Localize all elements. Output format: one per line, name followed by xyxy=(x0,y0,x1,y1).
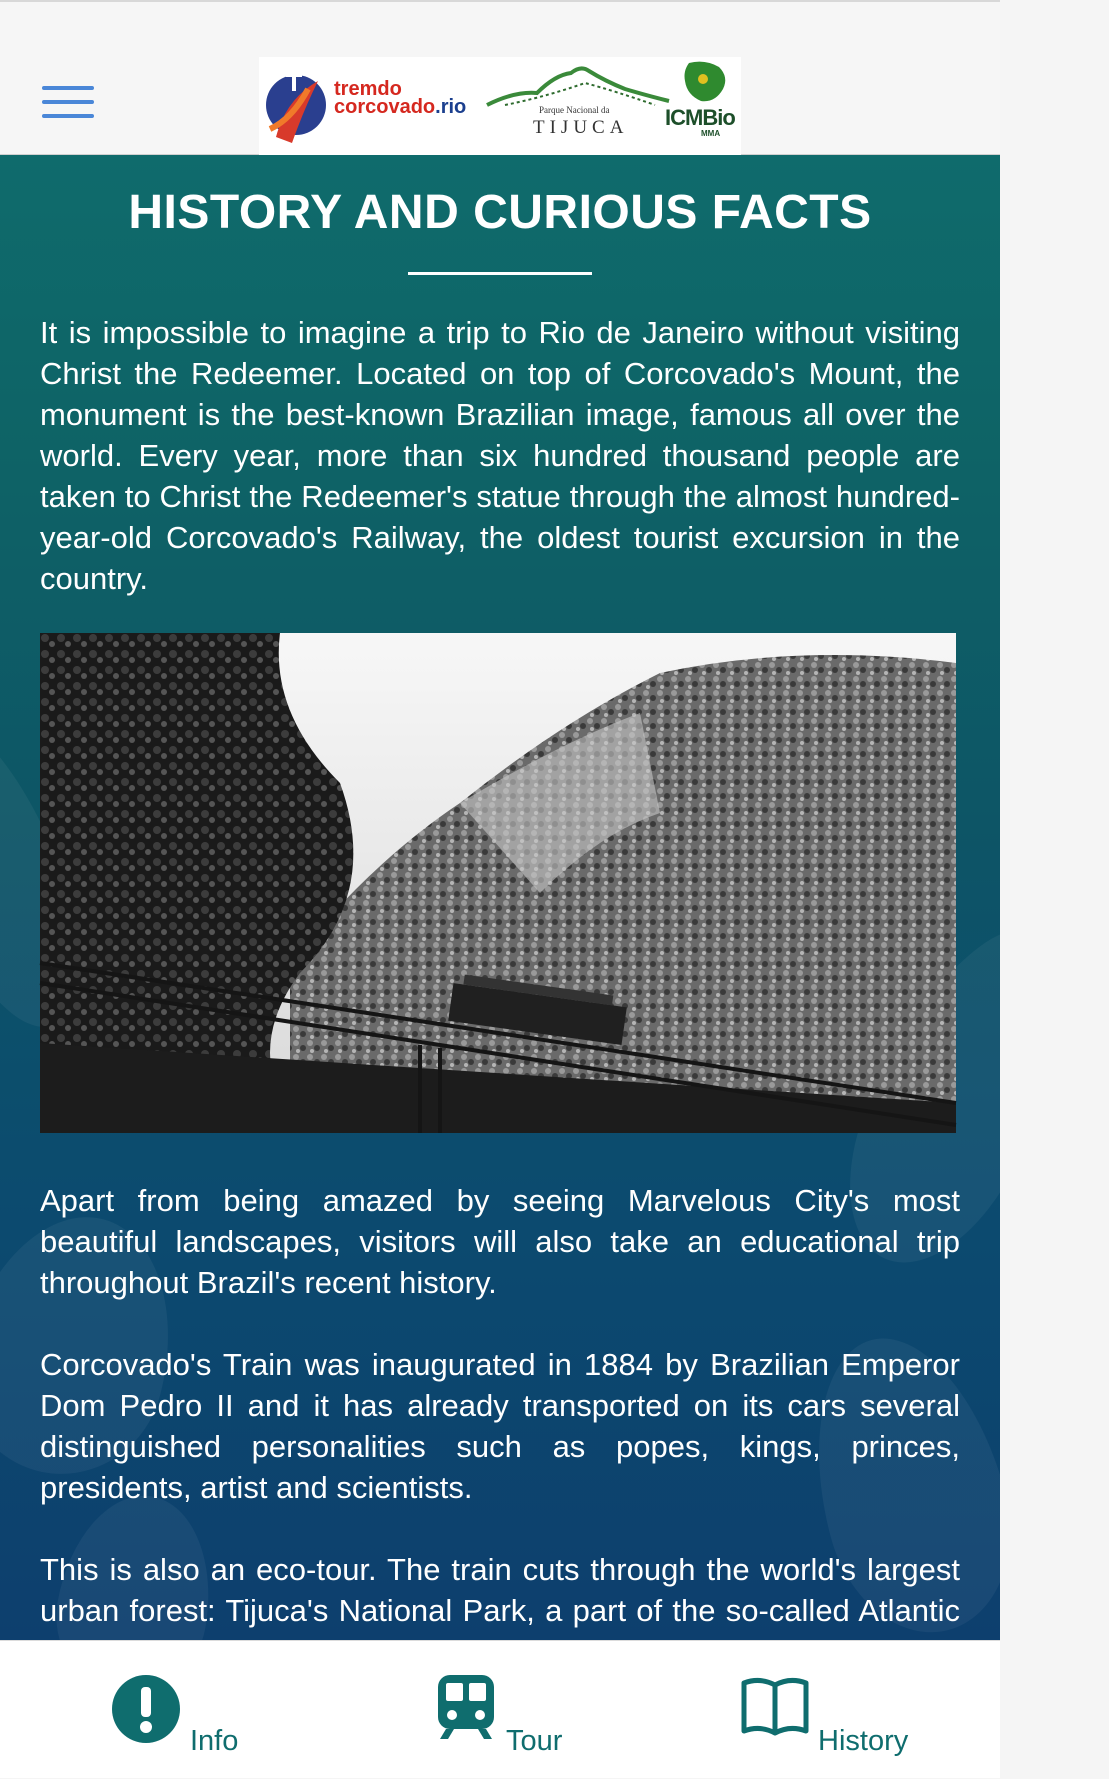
icmbio-sub-text: MMA xyxy=(701,129,721,138)
history-content[interactable] xyxy=(0,155,1000,1640)
app-header xyxy=(0,0,1000,155)
tab-info-label: Info xyxy=(190,1725,239,1757)
title-divider xyxy=(408,272,592,275)
trem-logo-line2: corcovado.rio xyxy=(334,96,467,118)
parque-small-text: Parque Nacional da xyxy=(539,105,610,115)
history-paragraph: Corcovado's Train was inaugurated in 1884 by Brazilian Emperor Dom Pedro II and it has already transported on its cars several distinguished personalities such as popes, kings, princes, presidents, artist and scientists. xyxy=(40,1347,960,1505)
train-photo-illustration xyxy=(40,633,956,1133)
history-paragraph: Apart from being amazed by seeing Marvelous City's most beautiful landscapes, visitors will also take an educational trip throughout Brazil's recent history. xyxy=(40,1183,960,1300)
bottom-tab-bar xyxy=(0,1640,1000,1778)
parque-tijuca-logo xyxy=(485,57,671,155)
icmbio-text: ICMBio xyxy=(665,105,735,130)
open-book-icon xyxy=(740,1677,810,1735)
tab-history-label: History xyxy=(818,1725,909,1757)
tab-tour[interactable] xyxy=(430,1641,590,1779)
partner-logos xyxy=(259,57,741,155)
brazil-map-icon xyxy=(679,59,731,105)
train-icon xyxy=(436,1673,496,1741)
tab-info[interactable] xyxy=(100,1641,260,1779)
trem-do-corcovado-logo xyxy=(259,57,483,155)
history-paragraph: This is also an eco-tour. The train cuts through the world's largest urban forest: Tijuca's National Park, a part of the so-called Atlantic xyxy=(40,1552,960,1628)
tab-tour-label: Tour xyxy=(506,1725,563,1757)
page-title: HISTORY AND CURIOUS FACTS xyxy=(128,186,872,239)
icmbio-logo xyxy=(665,57,741,155)
mountain-outline-icon xyxy=(485,61,671,109)
exclamation-circle-icon xyxy=(112,1675,180,1743)
trem-logo-line1: tremdo xyxy=(334,78,402,100)
history-paragraph: It is impossible to imagine a trip to Rio de Janeiro without visiting Christ the Redeemer. Located on top of Corcovado's Mount, the monument is the best-known Brazilian image, famous all over the world. Every year, more than six hundred thousand people are taken to Christ the Redeemer's statue through the almost hundred-year-old Corcovado's Railway, the oldest tourist excursion in the country. xyxy=(40,315,960,596)
parque-big-text: TIJUCA xyxy=(533,117,629,138)
trem-logo-mark xyxy=(262,59,330,151)
hamburger-menu-icon[interactable] xyxy=(42,86,94,120)
historic-train-photo xyxy=(40,633,956,1133)
tab-history[interactable] xyxy=(738,1641,928,1779)
